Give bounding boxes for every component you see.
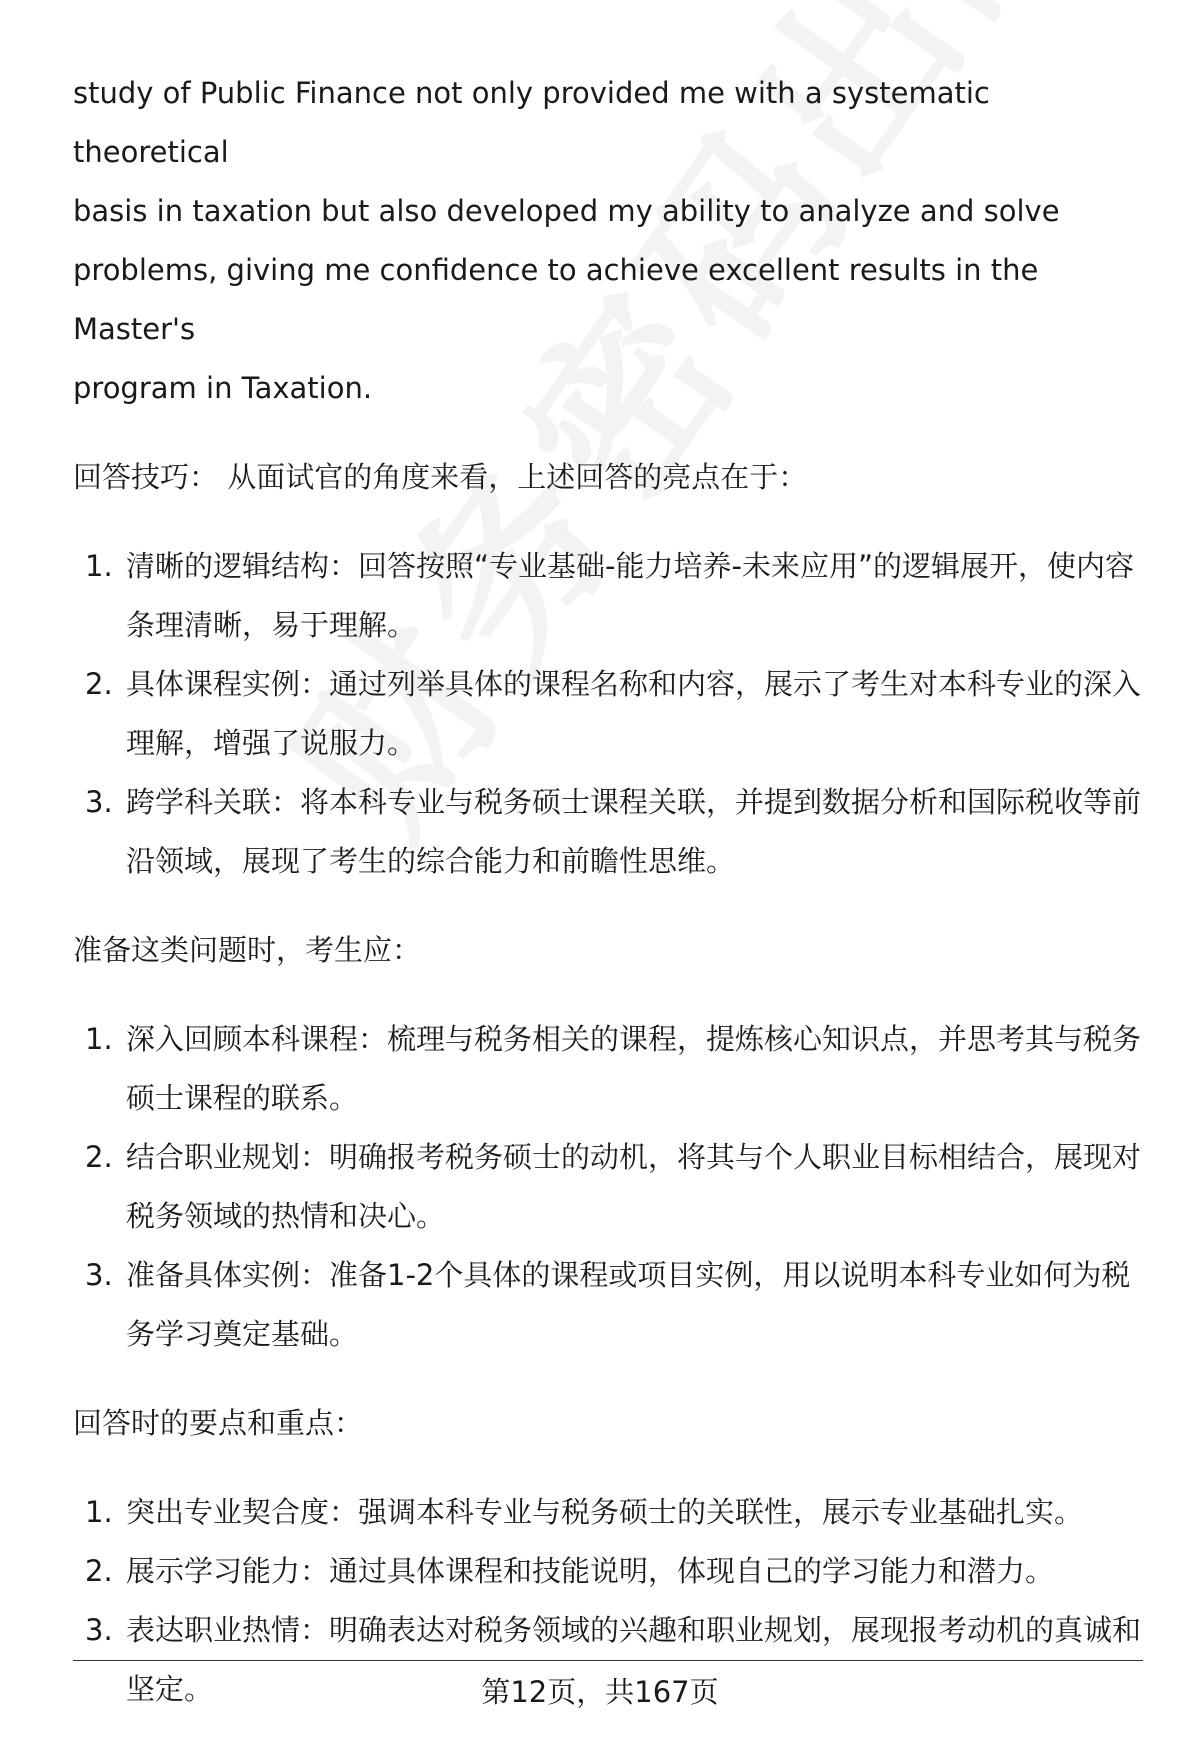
intro-line: problems, giving me confidence to achieve excellent results in the Master's (73, 253, 1039, 346)
list-item (73, 773, 1143, 891)
section-heading-answer-tips: 回答技巧： 从面试官的角度来看，上述回答的亮点在于： (73, 460, 808, 494)
intro-line: program in Taxation. (73, 371, 373, 405)
list-number: 1. (85, 549, 113, 583)
document-body (73, 64, 1143, 1719)
answer-tips-list (73, 537, 1143, 891)
footer-divider (73, 1660, 1143, 1661)
list-number: 2. (85, 1140, 113, 1174)
section-heading-key-points: 回答时的要点和重点： (73, 1406, 364, 1440)
list-item (73, 1542, 1143, 1601)
list-text: 突出专业契合度：强调本科专业与税务硕士的关联性，展示专业基础扎实。 (126, 1495, 1084, 1529)
list-item (73, 1246, 1143, 1364)
list-number: 2. (85, 1554, 113, 1588)
list-text: 表达职业热情：明确表达对税务领域的兴趣和职业规划，展现报考动机的真诚和坚定。 (126, 1613, 1142, 1706)
list-number: 1. (85, 1495, 113, 1529)
section-heading-preparation: 准备这类问题时，考生应： (73, 933, 422, 967)
list-item (73, 537, 1143, 655)
list-item (73, 1128, 1143, 1246)
list-number: 3. (85, 1258, 113, 1292)
intro-paragraph (73, 64, 1143, 418)
intro-line: basis in taxation but also developed my ability to analyze and solve (73, 194, 1060, 228)
list-item (73, 1010, 1143, 1128)
list-text: 准备具体实例：准备1-2个具体的课程或项目实例，用以说明本科专业如何为税务学习奠定基础。 (126, 1258, 1131, 1351)
list-text: 展示学习能力：通过具体课程和技能说明，体现自己的学习能力和潜力。 (126, 1554, 1055, 1588)
list-number: 3. (85, 785, 113, 819)
list-text: 具体课程实例：通过列举具体的课程名称和内容，展示了考生对本科专业的深入理解，增强了说服力。 (126, 667, 1142, 760)
list-number: 2. (85, 667, 113, 701)
intro-line: study of Public Finance not only provided me with a systematic theoretical (73, 76, 990, 169)
list-text: 清晰的逻辑结构：回答按照“专业基础-能力培养-未来应用”的逻辑展开，使内容条理清晰，易于理解。 (126, 549, 1134, 642)
list-text: 跨学科关联：将本科专业与税务硕士课程关联，并提到数据分析和国际税收等前沿领域，展现了考生的综合能力和前瞻性思维。 (126, 785, 1142, 878)
preparation-list (73, 1010, 1143, 1364)
list-item (73, 655, 1143, 773)
list-number: 3. (85, 1613, 113, 1647)
list-text: 深入回顾本科课程：梳理与税务相关的课程，提炼核心知识点，并思考其与税务硕士课程的联系。 (126, 1022, 1142, 1115)
page-number: 第12页，共167页 (481, 1675, 719, 1709)
list-number: 1. (85, 1022, 113, 1056)
list-text: 结合职业规划：明确报考税务硕士的动机，将其与个人职业目标相结合，展现对税务领域的热情和决心。 (126, 1140, 1142, 1233)
list-item (73, 1483, 1143, 1542)
